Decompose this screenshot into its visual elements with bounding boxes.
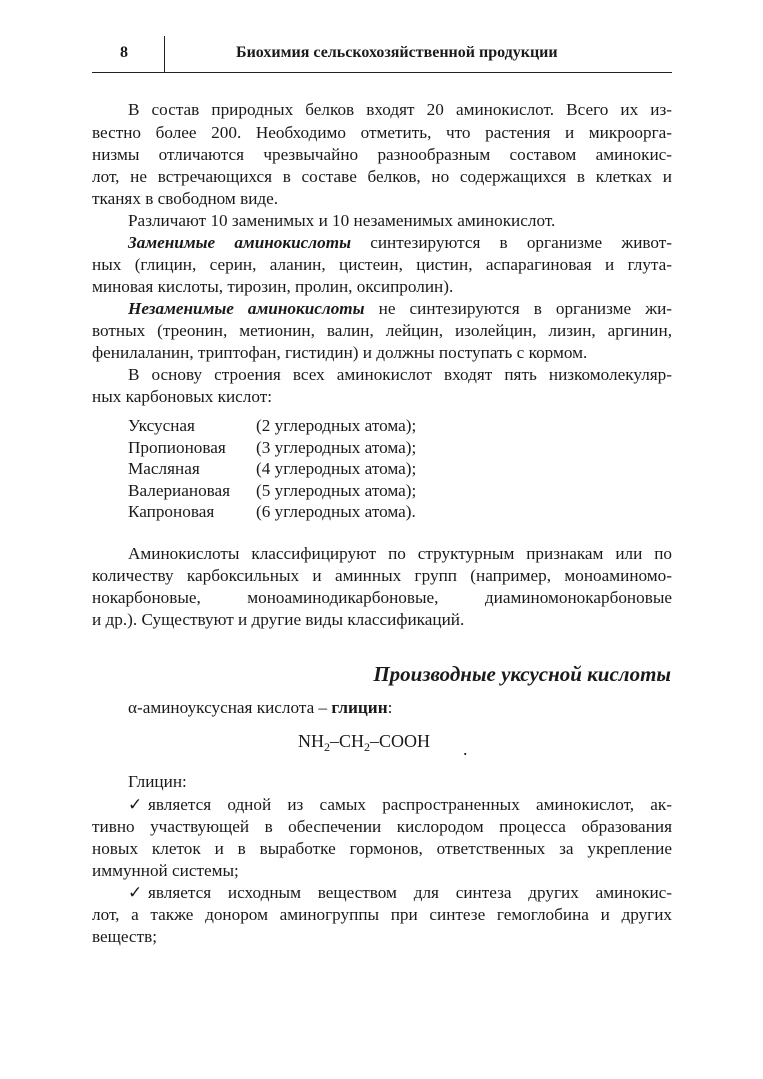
- bullet-text: является одной из самых распространенных аминокислот, ак-: [148, 795, 672, 814]
- paragraph-line: миновая кислоты, тирозин, пролин, оксипролин).: [92, 277, 454, 296]
- formula-part: –COOH: [370, 731, 431, 751]
- acid-desc: (5 углеродных атома);: [256, 480, 417, 500]
- bullet-text: является исходным веществом для синтеза других аминокис-: [148, 883, 672, 902]
- section-heading: Производные уксусной кислоты: [373, 662, 671, 686]
- header-rule: [92, 72, 672, 73]
- acid-desc: (4 углеродных атома);: [256, 459, 417, 478]
- paragraph-line: нокарбоновые, моноаминодикарбоновые, диаминомонокарбоновые: [92, 588, 672, 607]
- term-rest: синтезируются в организме живот-: [370, 233, 672, 252]
- paragraph-line: низмы отличаются чрезвычайно разнообразным составом аминокис-: [92, 145, 672, 164]
- paragraph-line: ных карбоновых кислот:: [92, 387, 273, 406]
- paragraph-line: лот, не встречающихся в составе белков, но содержащихся в клетках и: [92, 167, 672, 186]
- paragraph-line: количеству карбоксильных и аминных групп (например, моноаминомо-: [92, 566, 672, 585]
- running-title: Биохимия сельскохозяйственной продукции: [236, 44, 558, 61]
- paragraph-line: вестно более 200. Необходимо отметить, что растения и микроорга-: [92, 123, 672, 142]
- term-rest: не синтезируются в организме жи-: [378, 299, 672, 318]
- term-essential: Незаменимые аминокислоты: [128, 299, 365, 318]
- paragraph-line: Аминокислоты классифицируют по структурным признакам или по: [128, 544, 672, 563]
- glycine-intro: [128, 697, 672, 719]
- acid-name: Масляная: [128, 459, 200, 478]
- glycine-label: Глицин:: [128, 772, 187, 791]
- formula-subscript: 2: [324, 740, 330, 754]
- paragraph-line: В состав природных белков входят 20 аминокислот. Всего их из-: [128, 100, 672, 119]
- acid-name: Уксусная: [128, 416, 195, 435]
- acid-desc: (2 углеродных атома);: [256, 416, 417, 435]
- acid-name: Пропионовая: [128, 437, 226, 457]
- intro-prefix: α-аминоуксусная кислота –: [128, 698, 332, 717]
- paragraph-line: Различают 10 заменимых и 10 незаменимых аминокислот.: [128, 211, 556, 230]
- header-divider: [164, 36, 165, 72]
- acid-desc: (6 углеродных атома).: [256, 502, 416, 521]
- term-replaceable: Заменимые аминокислоты: [128, 233, 352, 252]
- paragraph-line: тканях в свободном виде.: [92, 189, 279, 208]
- paragraph-line: новых клеток и в выработке гормонов, ответственных за укрепление: [92, 839, 672, 858]
- glycine-name: глицин: [331, 698, 388, 717]
- glycine-formula: [298, 731, 468, 759]
- paragraph-line: фенилаланин, триптофан, гистидин) и должны поступать с кормом.: [92, 343, 588, 362]
- paragraph-line: веществ;: [92, 927, 157, 946]
- paragraph-line: тивно участвующей в обеспечении кислородом процесса образования: [92, 817, 672, 836]
- bullet-item: [128, 794, 672, 816]
- acid-name: Валериановая: [128, 480, 231, 500]
- checkmark-icon: ✓: [128, 795, 143, 814]
- formula-part: –CH: [330, 731, 365, 751]
- paragraph-line: ных (глицин, серин, аланин, цистеин, цистин, аспарагиновая и глута-: [92, 255, 672, 274]
- paragraph-line: и др.). Существуют и другие виды классификаций.: [92, 610, 465, 629]
- formula-dot: .: [463, 739, 468, 759]
- paragraph-line: иммунной системы;: [92, 861, 239, 880]
- paragraph-line: [128, 232, 672, 254]
- acid-name: Капроновая: [128, 502, 215, 521]
- page-number: 8: [120, 44, 128, 61]
- formula-subscript: 2: [364, 740, 371, 754]
- checkmark-icon: ✓: [128, 883, 143, 902]
- acid-desc: (3 углеродных атома);: [256, 437, 417, 457]
- paragraph-line: [128, 298, 672, 320]
- formula-part: NH: [298, 731, 324, 751]
- paragraph-line: лот, а также донором аминогруппы при синтезе гемоглобина и других: [92, 905, 672, 924]
- intro-suffix: :: [387, 698, 393, 717]
- paragraph-line: В основу строения всех аминокислот входят пять низкомолекуляр-: [128, 365, 672, 384]
- bullet-item: [128, 882, 672, 904]
- paragraph-line: вотных (треонин, метионин, валин, лейцин, изолейцин, лизин, аргинин,: [92, 321, 672, 340]
